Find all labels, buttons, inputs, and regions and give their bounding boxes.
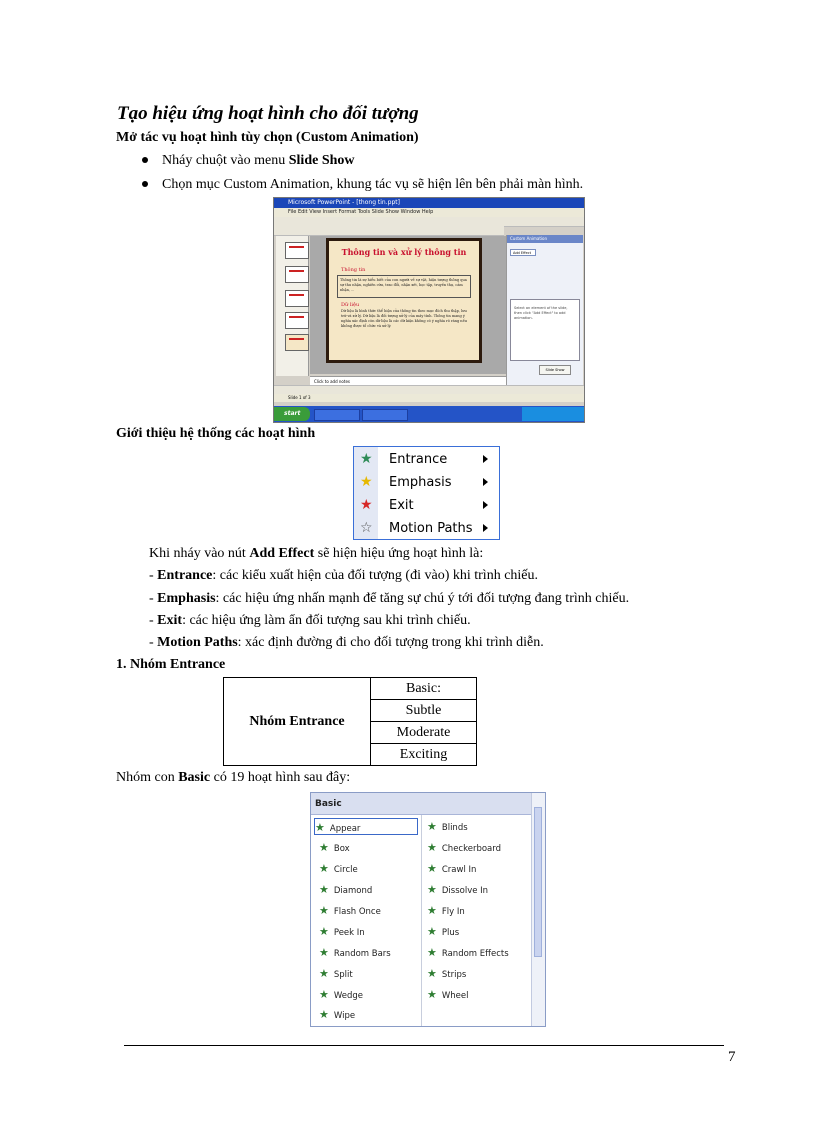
- table-cell: Moderate: [371, 722, 477, 744]
- effect-star-icon: ★: [319, 841, 329, 854]
- effect-label: Wedge: [333, 991, 364, 1001]
- effect-item[interactable]: [427, 881, 488, 898]
- menu-item-label: Exit: [389, 498, 414, 513]
- effect-label: Dissolve In: [441, 886, 489, 896]
- slide-heading: Dữ liệu: [341, 302, 360, 308]
- table-cell: Exciting: [371, 744, 477, 766]
- effect-item[interactable]: [319, 1006, 355, 1023]
- effect-desc: : các hiệu ứng làm ẩn đối tượng sau khi trình chiếu.: [182, 613, 471, 628]
- effect-label: Appear: [329, 824, 361, 834]
- bullet-icon: [142, 157, 148, 163]
- basic-line: [116, 770, 350, 786]
- text: Khi nháy vào nút: [149, 546, 250, 561]
- effect-item[interactable]: [319, 860, 358, 877]
- menu-item-label: Emphasis: [389, 475, 452, 490]
- basic-effects-list: [310, 792, 546, 1027]
- effect-item[interactable]: [427, 860, 476, 877]
- effect-item[interactable]: [319, 881, 372, 898]
- effect-label: Box: [333, 844, 350, 854]
- effect-label: Random Bars: [333, 949, 391, 959]
- effect-star-icon: ★: [427, 904, 437, 917]
- submenu-arrow-icon: [483, 478, 488, 486]
- table-cell: Subtle: [371, 700, 477, 722]
- effect-item[interactable]: [427, 944, 509, 961]
- effect-item[interactable]: [427, 986, 469, 1003]
- animation-list: Select an element of the slide, then click "Add Effect" to add animation.: [510, 299, 580, 361]
- add-effect-button: Add Effect: [510, 249, 536, 256]
- page-number: 7: [728, 1049, 736, 1065]
- slide-thumb: [285, 290, 309, 307]
- bullet-item: [142, 177, 583, 193]
- effect-line: - Entrance: các kiểu xuất hiện của đối tượng (đi vào) khi trình chiếu.: [149, 568, 539, 583]
- effect-name: Entrance: [157, 568, 213, 583]
- column-divider: [421, 815, 422, 1027]
- effect-label: Checkerboard: [441, 844, 501, 854]
- effect-label: Peek In: [333, 928, 365, 938]
- slide-show-button: Slide Show: [539, 365, 571, 375]
- slide-thumbnails: [276, 236, 309, 376]
- effect-line: - Exit: các hiệu ứng làm ẩn đối tượng sau khi trình chiếu.: [149, 613, 471, 628]
- menu-item-entrance[interactable]: [354, 448, 499, 471]
- effect-label: Crawl In: [441, 865, 477, 875]
- effect-star-icon: ★: [427, 820, 437, 833]
- add-effect-line: [149, 546, 483, 562]
- effect-star-icon: ★: [319, 925, 329, 938]
- submenu-arrow-icon: [483, 455, 488, 463]
- bullet-bold: Slide Show: [288, 153, 355, 168]
- add-effect-menu: [353, 446, 500, 540]
- start-button: start: [274, 407, 310, 421]
- scrollbar[interactable]: [531, 793, 545, 1026]
- effect-label: Strips: [441, 970, 467, 980]
- title-bar: Microsoft PowerPoint - [thong tin.ppt]: [274, 198, 584, 208]
- effect-item[interactable]: [427, 839, 501, 856]
- effect-star-icon: ★: [315, 821, 325, 834]
- effect-label: Split: [333, 970, 353, 980]
- motion-path-star-icon: ☆: [360, 520, 373, 536]
- effect-star-icon: ★: [319, 1008, 329, 1021]
- effect-item[interactable]: [319, 965, 353, 982]
- menu-item-label: Entrance: [389, 452, 448, 467]
- effect-line: - Emphasis: các hiệu ứng nhấn mạnh để tăng sự chú ý tới đối tượng đang trình chiếu.: [149, 591, 630, 606]
- bullet-icon: [142, 181, 148, 187]
- bold-text: Basic: [178, 770, 211, 785]
- group-cell: Nhóm Entrance: [224, 678, 371, 766]
- effect-desc: : các kiểu xuất hiện của đối tượng (đi vào) khi trình chiếu.: [212, 568, 539, 583]
- system-tray: [522, 407, 584, 421]
- effect-desc: : các hiệu ứng nhấn mạnh để tăng sự chú ý tới đối tượng đang trình chiếu.: [215, 591, 630, 606]
- effect-star-icon: ★: [319, 946, 329, 959]
- effect-star-icon: ★: [319, 862, 329, 875]
- effect-star-icon: ★: [427, 862, 437, 875]
- effect-item[interactable]: [319, 923, 365, 940]
- scroll-thumb[interactable]: [534, 807, 542, 957]
- effect-star-icon: ★: [427, 925, 437, 938]
- slide-paragraph: Dữ liệu là hình thức thể hiện của thông tin theo mục đích thu thập, lưu trữ và xử lý. Dữ liệu là đối tượng xử lý của máy tính. Thông tin mang ý nghĩa xác định còn dữ liệu là các dữ kiện không có ý nghĩa rõ ràng nếu không được tổ chức và xử lý.: [341, 309, 467, 328]
- menu-item-emphasis[interactable]: [354, 471, 499, 494]
- bullet-text: Chọn mục Custom Animation, khung tác vụ sẽ hiện lên bên phải màn hình.: [162, 177, 584, 192]
- text: sẽ hiện hiệu ứng hoạt hình là:: [314, 546, 484, 561]
- taskbar: [274, 406, 584, 422]
- list-header: Basic: [311, 793, 533, 815]
- slide-title: Thông tin và xử lý thông tin: [341, 247, 467, 257]
- exit-star-icon: ★: [360, 497, 373, 513]
- effect-desc: : xác định đường đi cho đối tượng trong khi trình diễn.: [237, 635, 544, 650]
- slide-thumb: [285, 334, 309, 351]
- effect-star-icon: ★: [427, 883, 437, 896]
- effect-item[interactable]: [319, 839, 350, 856]
- subheading: Mở tác vụ hoạt hình tùy chọn (Custom Animation): [116, 130, 419, 145]
- notes-pane: Click to add notes: [310, 376, 506, 385]
- effect-label: Fly In: [441, 907, 465, 917]
- section-title: 1. Nhóm Entrance: [116, 657, 226, 672]
- formatting-toolbar: [274, 226, 504, 236]
- text: có 19 hoạt hình sau đây:: [210, 770, 351, 785]
- effect-item[interactable]: [319, 944, 391, 961]
- entrance-table: [223, 677, 477, 766]
- effect-label: Wipe: [333, 1011, 356, 1021]
- powerpoint-screenshot: [273, 197, 585, 423]
- menu-bar: File Edit View Insert Format Tools Slide Show Window Help: [274, 208, 584, 217]
- effect-name: Motion Paths: [157, 635, 238, 650]
- effect-star-icon: ★: [319, 883, 329, 896]
- effect-label: Plus: [441, 928, 460, 938]
- effect-star-icon: ★: [427, 967, 437, 980]
- slide-canvas: [310, 236, 506, 374]
- effect-name: Exit: [157, 613, 183, 628]
- effect-star-icon: ★: [319, 904, 329, 917]
- slide-heading: Thông tin: [341, 267, 366, 273]
- effect-star-icon: ★: [427, 946, 437, 959]
- effect-star-icon: ★: [427, 841, 437, 854]
- effect-line: - Motion Paths: xác định đường đi cho đối tượng trong khi trình diễn.: [149, 635, 544, 650]
- effect-star-icon: ★: [427, 988, 437, 1001]
- effect-star-icon: ★: [319, 988, 329, 1001]
- submenu-arrow-icon: [483, 524, 488, 532]
- bullet-text: Nháy chuột vào menu: [162, 153, 289, 168]
- effect-label: Blinds: [441, 823, 468, 833]
- effect-item[interactable]: [427, 818, 468, 835]
- status-bar: Slide 1 of 3: [274, 394, 584, 402]
- bullet-item: [142, 153, 355, 169]
- table-cell: Basic:: [371, 678, 477, 700]
- emphasis-star-icon: ★: [360, 474, 373, 490]
- taskbar-tab: [314, 409, 360, 421]
- effect-label: Flash Once: [333, 907, 381, 917]
- effect-name: Emphasis: [157, 591, 216, 606]
- effect-item[interactable]: [427, 902, 465, 919]
- effect-item[interactable]: [319, 986, 363, 1003]
- effect-label: Wheel: [441, 991, 469, 1001]
- custom-animation-pane: [506, 235, 583, 395]
- submenu-arrow-icon: [483, 501, 488, 509]
- effect-item-appear[interactable]: [314, 818, 418, 835]
- effect-item[interactable]: [427, 923, 459, 940]
- entrance-star-icon: ★: [360, 451, 373, 467]
- effect-label: Circle: [333, 865, 358, 875]
- effect-label: Diamond: [333, 886, 373, 896]
- effect-star-icon: ★: [319, 967, 329, 980]
- menu-item-label: Motion Paths: [389, 521, 473, 536]
- section-heading: Tạo hiệu ứng hoạt hình cho đối tượng: [117, 103, 419, 124]
- taskbar-tab: [362, 409, 408, 421]
- slide-thumb: [285, 266, 309, 283]
- effect-item[interactable]: [427, 965, 466, 982]
- text: Nhóm con: [116, 770, 179, 785]
- effect-item[interactable]: [319, 902, 381, 919]
- slide: [326, 238, 482, 363]
- footer-rule: [124, 1045, 724, 1046]
- slide-textbox: Thông tin là sự hiểu biết của con người về sự vật, hiện tượng thông qua sự thu nhận, nghiên cứu, trao đổi, nhận xét, học tập, truyền thụ, cảm nhận, ...: [337, 275, 471, 298]
- menu-item-motion-paths[interactable]: [354, 517, 499, 540]
- bold-text: Add Effect: [249, 546, 315, 561]
- intro-heading: Giới thiệu hệ thống các hoạt hình: [116, 426, 316, 441]
- slide-thumb: [285, 242, 309, 259]
- effect-label: Random Effects: [441, 949, 509, 959]
- pane-title: Custom Animation: [507, 235, 583, 243]
- slide-thumb: [285, 312, 309, 329]
- menu-item-exit[interactable]: [354, 494, 499, 517]
